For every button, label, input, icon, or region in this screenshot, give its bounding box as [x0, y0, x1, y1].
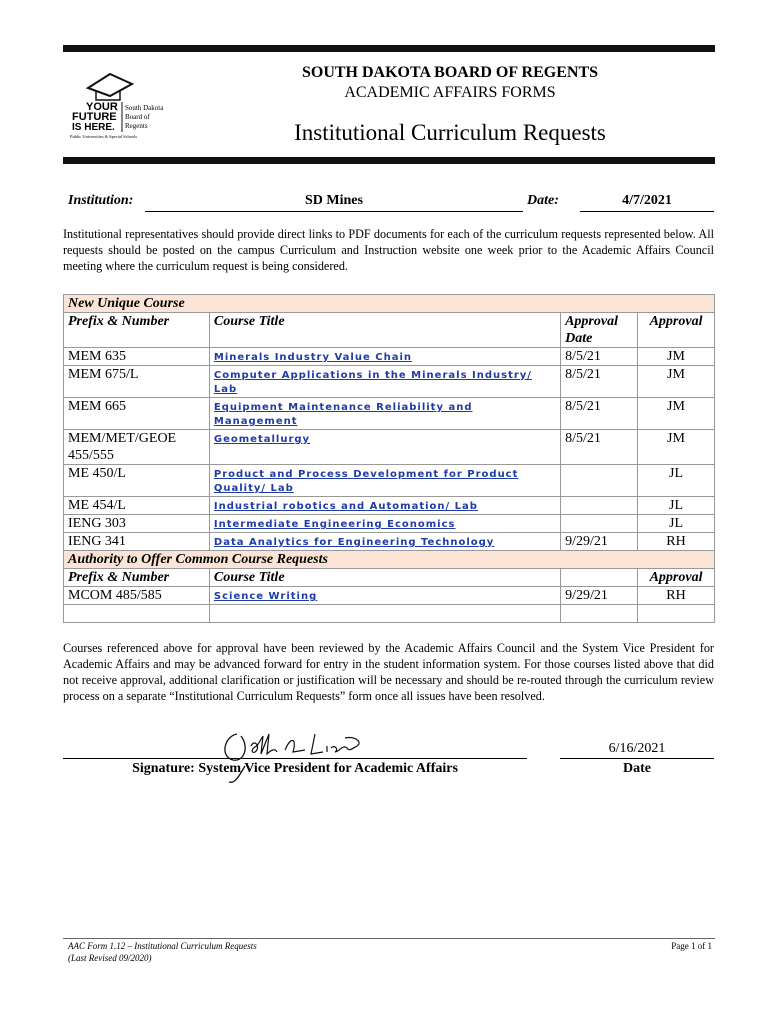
sdbor-logo [70, 70, 180, 140]
signature-date-value: 6/16/2021 [608, 741, 666, 756]
org-name: SOUTH DAKOTA BOARD OF REGENTS [301, 64, 599, 81]
common-col-approval-header: Approval [638, 569, 715, 587]
empty-cell [64, 605, 210, 623]
course-approval-date [561, 465, 638, 497]
col-approval-date-header: Approval Date [561, 313, 638, 348]
course-row [64, 587, 715, 605]
course-title-cell [209, 497, 560, 515]
svg-text:FUTURE: FUTURE [72, 111, 117, 123]
course-title-link[interactable]: Minerals Industry Value Chain [213, 352, 412, 363]
course-approval: RH [638, 587, 715, 605]
course-prefix: MEM 635 [64, 348, 210, 366]
course-row [64, 398, 715, 430]
signature-label: Signature: System Vice President for Academic Affairs [132, 761, 458, 776]
course-approval-date: 9/29/21 [561, 533, 638, 551]
top-rule [63, 45, 715, 52]
common-col-title-header: Course Title [209, 569, 560, 587]
footer-page-number: Page 1 of 1 [671, 941, 712, 951]
svg-text:South Dakota: South Dakota [125, 104, 164, 112]
course-title-cell [209, 366, 560, 398]
empty-cell [561, 605, 638, 623]
course-approval: JL [638, 515, 715, 533]
course-title-link[interactable]: Science Writing [213, 591, 318, 602]
course-title-cell [209, 533, 560, 551]
course-row [64, 348, 715, 366]
course-prefix: ME 450/L [64, 465, 210, 497]
course-title-link[interactable]: Data Analytics for Engineering Technology [213, 537, 495, 548]
col-title-header: Course Title [209, 313, 560, 348]
empty-cell [638, 605, 715, 623]
empty-cell [209, 605, 560, 623]
course-title-cell [209, 348, 560, 366]
course-title-link[interactable]: Geometallurgy [213, 434, 311, 445]
col-approval-header: Approval [638, 313, 715, 348]
course-prefix: MCOM 485/585 [64, 587, 210, 605]
common-course-section-title: Authority to Offer Common Course Requests [64, 551, 715, 569]
course-approval: JL [638, 497, 715, 515]
date-value: 4/7/2021 [580, 193, 714, 212]
course-row [64, 497, 715, 515]
course-title-link[interactable]: Product and Process Development for Product Quality/ Lab [213, 469, 519, 494]
course-title-cell [209, 398, 560, 430]
svg-text:YOUR: YOUR [86, 101, 118, 113]
signature-date-label: Date [623, 761, 651, 776]
course-approval: JM [638, 348, 715, 366]
course-approval-date: 8/5/21 [561, 430, 638, 465]
course-prefix: IENG 341 [64, 533, 210, 551]
course-approval: JM [638, 366, 715, 398]
header-rule [63, 157, 715, 164]
form-title: Institutional Curriculum Requests [294, 120, 606, 145]
common-col-empty [561, 569, 638, 587]
course-row [64, 465, 715, 497]
course-row [64, 533, 715, 551]
svg-text:IS HERE.: IS HERE. [72, 122, 115, 133]
course-title-cell [209, 515, 560, 533]
intro-paragraph: Institutional representatives should provide direct links to PDF documents for each of the curriculum requests represented below. All requests should be posted on the campus Curriculum and Instruction website one week prior to the Academic Affairs Council meeting where the curriculum request is being considered. [63, 227, 714, 273]
course-row [64, 366, 715, 398]
signature-date-line [560, 758, 714, 759]
course-prefix: MEM 665 [64, 398, 210, 430]
course-title-link[interactable]: Intermediate Engineering Economics [213, 519, 456, 530]
course-row [64, 515, 715, 533]
course-title-cell [209, 430, 560, 465]
course-prefix: MEM 675/L [64, 366, 210, 398]
course-row [64, 430, 715, 465]
course-approval: JM [638, 398, 715, 430]
handwritten-signature [215, 726, 365, 786]
institution-label: Institution: [68, 193, 134, 208]
svg-text:Regents: Regents [125, 122, 148, 130]
course-title-link[interactable]: Industrial robotics and Automation/ Lab [213, 501, 478, 512]
course-approval-date: 8/5/21 [561, 398, 638, 430]
course-title-link[interactable]: Equipment Maintenance Reliability and Management [213, 402, 473, 427]
course-approval-date [561, 497, 638, 515]
course-title-cell [209, 587, 560, 605]
closing-paragraph: Courses referenced above for approval have been reviewed by the Academic Affairs Council and the System Vice President for Academic Affairs and may be advanced forward for entry in the student information system. For those courses listed above that did not receive approval, additional clarification or justification will be necessary and should be re-routed through the curriculum review process on a separate “Institutional Curriculum Requests” form once all issues have been resolved. [63, 641, 714, 703]
course-prefix: ME 454/L [64, 497, 210, 515]
course-title-cell [209, 465, 560, 497]
signature-line [63, 758, 527, 759]
course-approval-date: 8/5/21 [561, 348, 638, 366]
course-approval-date [561, 515, 638, 533]
common-col-prefix-header: Prefix & Number [64, 569, 210, 587]
course-prefix: MEM/MET/GEOE 455/555 [64, 430, 210, 465]
new-course-section-title: New Unique Course [64, 295, 715, 313]
course-prefix: IENG 303 [64, 515, 210, 533]
footer-form-name: AAC Form 1.12 – Institutional Curriculum Requests [68, 941, 257, 951]
institution-value: SD Mines [145, 193, 523, 212]
footer-rule [63, 938, 715, 939]
col-prefix-header: Prefix & Number [64, 313, 210, 348]
date-label: Date: [527, 193, 559, 208]
course-approval: RH [638, 533, 715, 551]
course-approval-date: 9/29/21 [561, 587, 638, 605]
course-approval: JL [638, 465, 715, 497]
footer-revised: (Last Revised 09/2020) [68, 953, 152, 963]
svg-text:Public Universities & Special: Public Universities & Special Schools [70, 134, 138, 139]
course-approval-date: 8/5/21 [561, 366, 638, 398]
curriculum-table [63, 294, 715, 623]
forms-subtitle: ACADEMIC AFFAIRS FORMS [344, 84, 556, 101]
course-title-link[interactable]: Computer Applications in the Minerals Industry/ Lab [213, 370, 532, 395]
svg-text:Board of: Board of [125, 113, 150, 121]
course-approval: JM [638, 430, 715, 465]
